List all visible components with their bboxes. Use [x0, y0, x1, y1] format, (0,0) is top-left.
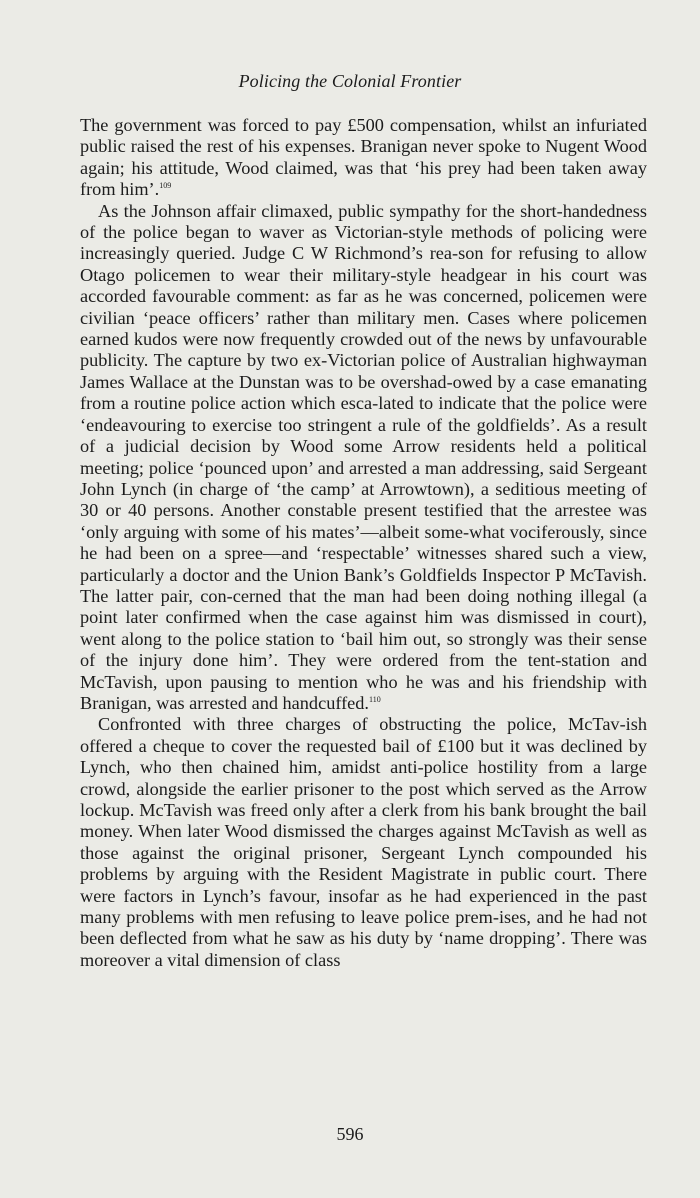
paragraph-text: The government was forced to pay £500 compensation, whilst an infuriated public raised the rest of his expenses. Branigan never spoke to Nugent Wood again; his attitude, Wood claimed, was that ‘his prey had been taken away from him’.: [80, 115, 647, 200]
paragraph-3: [80, 714, 647, 971]
body-text: [80, 115, 647, 971]
paragraph-1: [80, 115, 647, 201]
paragraph-2: [80, 201, 647, 715]
running-head: Policing the Colonial Frontier: [238, 71, 462, 91]
footnote-marker: 110: [369, 694, 381, 704]
page-number: 596: [336, 1124, 364, 1144]
paragraph-text: Confronted with three charges of obstructing the police, McTav-ish offered a cheque to cover the requested bail of £100 but it was declined by Lynch, who then chained him, amidst anti-police hostility from a large crowd, alongside the earlier prisoner to the post which served as the Arrow lockup. McTavish was freed only after a clerk from his bank brought the bail money. When later Wood dismissed the charges against McTavish as well as those against the original prisoner, Sergeant Lynch compounded his problems by arguing with the Resident Magistrate in public court. There were factors in Lynch’s favour, insofar as he had experienced in the past many problems with men refusing to leave police prem-ises, and he had not been deflected from what he saw as his duty by ‘name dropping’. There was moreover a vital dimension of class: [80, 714, 647, 970]
footnote-marker: 109: [159, 181, 172, 191]
paragraph-text: As the Johnson affair climaxed, public sympathy for the short-handedness of the police began to waver as Victorian-style methods of policing were increasingly queried. Judge C W Richmond’s rea-son for refusing to allow Otago policemen to wear their military-style headgear in his court was accorded favourable comment: as far as he was concerned, policemen were civilian ‘peace officers’ rather than military men. Cases where policemen earned kudos were now frequently crowded out of the news by unfavourable publicity. The capture by two ex-Victorian police of Australian highwayman James Wallace at the Dunstan was to be overshad-owed by a case emanating from a routine police action which esca-lated to indicate that the police were ‘endeavouring to exercise too stringent a rule of the goldfields’. As a result of a judicial decision by Wood some Arrow residents held a political meeting; police ‘pounced upon’ and arrested a man addressing, said Sergeant John Lynch (in charge of ‘the camp’ at Arrowtown), a seditious meeting of 30 or 40 persons. Another constable present testified that the arrestee was ‘only arguing with some of his mates’—albeit some-what vociferously, since he had been on a spree—and ‘respectable’ witnesses shared such a view, particularly a doctor and the Union Bank’s Goldfields Inspector P McTavish. The latter pair, con-cerned that the man had been doing nothing illegal (a point later confirmed when the case against him was dismissed in court), went along to the police station to ‘bail him out, so strongly was their sense of the injury done him’. They were ordered from the tent-station and McTavish, upon pausing to mention who he was and his friendship with Branigan, was arrested and handcuffed.: [80, 200, 647, 713]
